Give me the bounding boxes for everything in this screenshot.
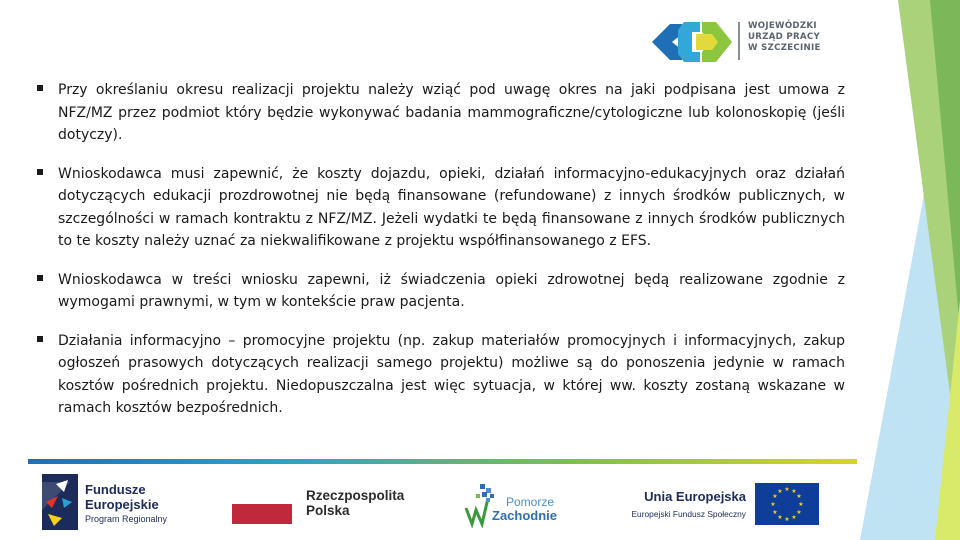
decorative-triangles — [840, 0, 960, 540]
svg-text:★: ★ — [777, 514, 783, 521]
bullet-text: Wnioskodawca w treści wniosku zapewni, iż świadczenia opieki zdrowotnej będą realizowane zgodnie z wymogami prawnymi, w tym w kontekście praw pacjenta. — [58, 271, 845, 310]
wup-logo-separator — [738, 22, 740, 60]
unia-europejska-text — [612, 489, 746, 520]
bullet-text: Wnioskodawca musi zapewnić, że koszty dojazdu, opieki, działań informacyjno-edukacyjnych oraz działań dotyczących edukacji prozdrowotnej nie będą finansowane (refundowane) z innych środków publicznych, w szczególności w ramach kontraktu z NFZ/MZ. Jeżeli wydatki te będą finansowane z innych środków publicznych to te koszty należy uznać za niekwalifikowane z projektu współfinansowanego z EFS. — [58, 165, 845, 249]
svg-text:★: ★ — [798, 501, 804, 508]
rzeczpospolita-text — [306, 488, 404, 518]
wup-logo-text — [748, 21, 821, 54]
fundusze-line1: Fundusze — [85, 482, 146, 497]
svg-text:★: ★ — [772, 509, 778, 516]
bullet-list — [34, 79, 845, 436]
bullet-item — [34, 79, 845, 147]
svg-text:★: ★ — [784, 516, 790, 523]
svg-text:★: ★ — [777, 488, 783, 495]
svg-text:★: ★ — [784, 486, 790, 493]
fundusze-line3: Program Regionalny — [85, 514, 168, 524]
pomorze-line2: Zachodnie — [492, 508, 558, 523]
svg-text:★: ★ — [796, 493, 802, 500]
eu-flag-icon — [755, 483, 819, 525]
svg-text:★: ★ — [791, 514, 797, 521]
wup-logo-icon — [652, 18, 732, 66]
wup-logo — [652, 16, 842, 68]
bullet-item — [34, 269, 845, 314]
bullet-item — [34, 330, 845, 420]
bullet-text: Przy określaniu okresu realizacji projektu należy wziąć pod uwagę okres na jaki podpisana jest umowa z NFZ/MZ przez podmiot który będzie wykonywać badania mammograficzne/cytologiczne lub kolonoskopię (jeśli dotyczy). — [58, 82, 845, 143]
rzeczpospolita-line1: Rzeczpospolita — [306, 488, 405, 503]
pomorze-line1: Pomorze — [506, 495, 555, 509]
fundusze-europejskie-icon — [42, 474, 78, 530]
bullet-square-icon — [37, 85, 43, 91]
wup-logo-line: URZĄD PRACY — [748, 32, 820, 42]
pomorze-zachodnie-logo — [462, 478, 592, 530]
bullet-square-icon — [37, 275, 43, 281]
wup-logo-line: W SZCZECINIE — [748, 43, 821, 53]
wup-logo-line: WOJEWÓDZKI — [748, 21, 817, 31]
svg-text:★: ★ — [770, 501, 776, 508]
rzeczpospolita-line2: Polska — [306, 503, 350, 518]
bullet-square-icon — [37, 336, 43, 342]
svg-text:★: ★ — [772, 493, 778, 500]
bullet-text: Działania informacyjno – promocyjne projektu (np. zakup materiałów promocyjnych i informacyjnych, zakup ogłoszeń prasowych dotyczących realizacji samego projektu) możliwe są do ponoszenia jedynie w ramach kosztów pośrednich projektu. Niedopuszczalna jest więc sytuacja, w której ww. koszty zostaną wskazane w ramach kosztów bezpośrednich. — [58, 332, 845, 416]
fundusze-europejskie-logo — [42, 474, 232, 532]
bullet-item — [34, 163, 845, 253]
footer-divider — [28, 459, 857, 464]
polish-flag-icon — [232, 484, 292, 524]
svg-text:★: ★ — [791, 488, 797, 495]
fundusze-line2: Europejskie — [85, 497, 159, 512]
unia-line1: Unia Europejska — [644, 489, 746, 504]
bullet-square-icon — [37, 169, 43, 175]
svg-text:★: ★ — [796, 509, 802, 516]
unia-line2: Europejski Fundusz Społeczny — [631, 509, 746, 519]
